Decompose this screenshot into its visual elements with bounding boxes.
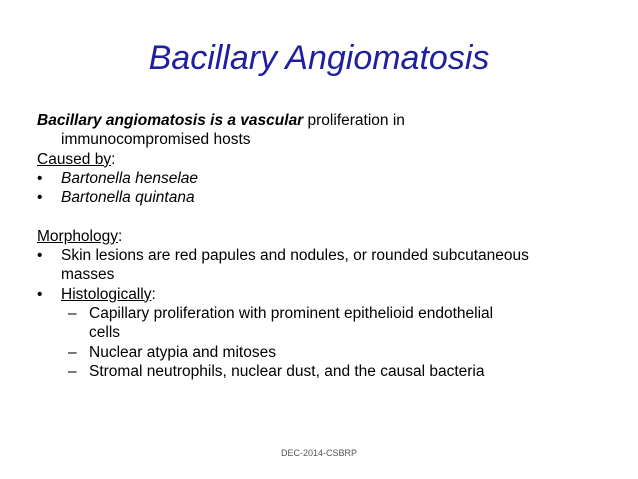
spacer [37, 207, 617, 226]
dash-icon: – [68, 343, 77, 361]
histo-item-1-line-2: cells [89, 324, 121, 342]
bullet-icon: • [37, 247, 43, 265]
histo-item-1 [89, 304, 493, 343]
morphology-heading [37, 227, 617, 246]
organism-1: Bartonella henselae [61, 169, 199, 187]
caused-by-label: Caused by [37, 150, 112, 168]
caused-by-heading [37, 150, 617, 169]
histologically-label: Histologically [61, 285, 152, 303]
list-item [37, 285, 617, 304]
skin-lesions-text [61, 246, 529, 285]
skin-line-2: masses [61, 266, 115, 284]
skin-line-1: Skin lesions are red papules and nodules, or rounded subcutaneous [61, 247, 529, 265]
caused-by-colon: : [111, 150, 116, 168]
histo-item-1-line-1: Capillary proliferation with prominent epithelioid endothelial [89, 304, 494, 322]
bullet-icon: • [37, 285, 43, 303]
dash-icon: – [68, 362, 77, 380]
sub-list-item [37, 362, 617, 381]
intro-line-2: immunocompromised hosts [61, 131, 251, 149]
sub-list-item [37, 304, 617, 343]
morphology-label: Morphology [37, 227, 118, 245]
bullet-icon: • [37, 169, 43, 187]
sub-list-item [37, 343, 617, 362]
morphology-colon: : [118, 227, 123, 245]
intro-rest: proliferation in [303, 112, 405, 129]
histo-item-2: Nuclear atypia and mitoses [89, 343, 276, 361]
slide-footer: DEC-2014-CSBRP [280, 448, 358, 458]
intro-bold: Bacillary angiomatosis is a vascular [37, 112, 304, 129]
slide-title: Bacillary Angiomatosis [148, 39, 490, 77]
organism-2: Bartonella quintana [61, 189, 195, 207]
dash-icon: – [68, 304, 77, 322]
bullet-icon: • [37, 189, 43, 207]
histologically-colon: : [151, 285, 156, 303]
list-item [37, 246, 617, 285]
list-item [37, 188, 617, 207]
intro-line [37, 111, 617, 130]
histo-item-3: Stromal neutrophils, nuclear dust, and the causal bacteria [89, 362, 485, 380]
list-item [37, 169, 617, 188]
slide-body [37, 111, 617, 381]
